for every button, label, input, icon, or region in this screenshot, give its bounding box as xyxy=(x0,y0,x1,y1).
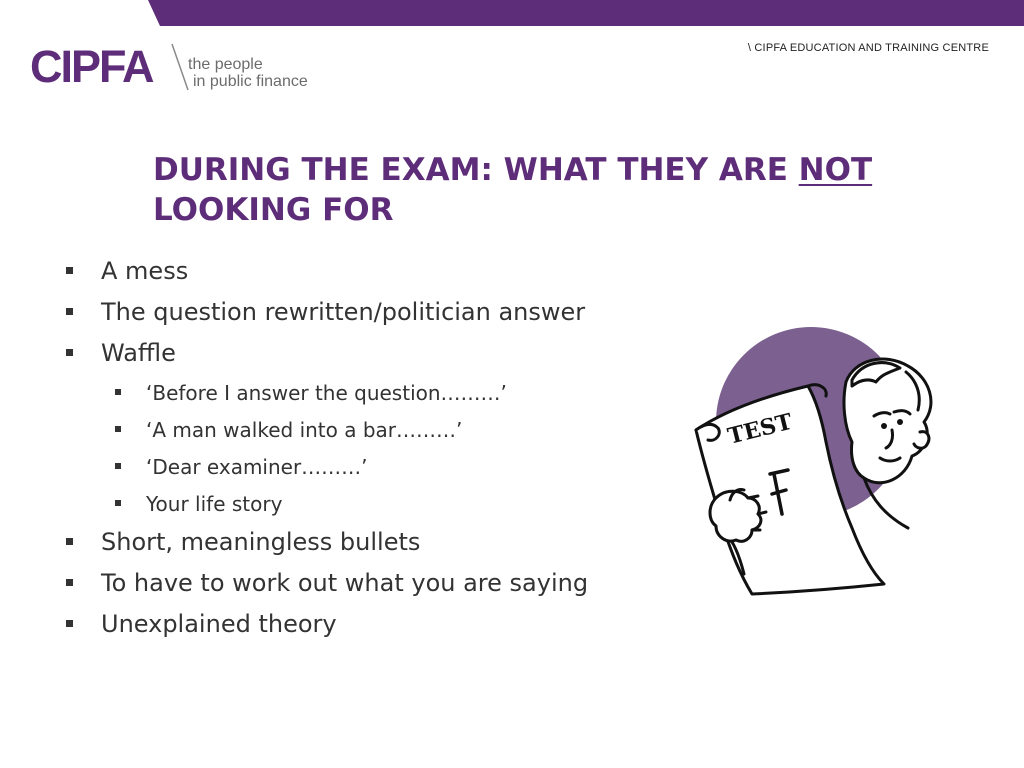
bullet-text: A mess xyxy=(101,257,189,285)
sub-bullet-text: ‘Dear examiner………’ xyxy=(146,455,368,479)
square-bullet-icon xyxy=(66,267,73,274)
cipfa-logo-tagline xyxy=(188,56,308,90)
title-emphasis: NOT xyxy=(798,152,873,188)
title-text-part1: DURING THE EXAM: WHAT THEY ARE xyxy=(153,152,799,188)
bullet-item xyxy=(0,293,700,334)
bullet-text: The question rewritten/politician answer xyxy=(101,298,586,326)
square-bullet-icon xyxy=(115,426,121,432)
sub-bullet-text: ‘A man walked into a bar………’ xyxy=(146,418,463,442)
bullet-item xyxy=(0,523,700,564)
square-bullet-icon xyxy=(66,349,73,356)
bullet-item xyxy=(0,252,700,293)
test-paper-cartoon-icon xyxy=(686,322,966,602)
square-bullet-icon xyxy=(66,579,73,586)
cartoon-head xyxy=(844,359,931,483)
top-purple-band xyxy=(0,0,1024,26)
bullet-item xyxy=(0,605,700,646)
tagline-line2: in public finance xyxy=(193,73,308,90)
bullet-text: Unexplained theory xyxy=(101,610,337,638)
bullet-item xyxy=(0,564,700,605)
cipfa-logo xyxy=(30,40,320,96)
sub-bullet-item xyxy=(0,412,700,449)
square-bullet-icon xyxy=(66,308,73,315)
bullet-list xyxy=(0,252,700,646)
top-purple-band-shape xyxy=(148,0,1024,26)
sub-bullet-item xyxy=(0,449,700,486)
slide-title xyxy=(153,150,973,230)
square-bullet-icon xyxy=(115,500,121,506)
bullet-item xyxy=(0,334,700,375)
sub-bullet-text: ‘Before I answer the question………’ xyxy=(146,381,507,405)
square-bullet-icon xyxy=(66,620,73,627)
header-centre-label: \ CIPFA EDUCATION AND TRAINING CENTRE xyxy=(747,42,989,54)
bullet-text: To have to work out what you are saying xyxy=(101,569,589,597)
title-text-part2: LOOKING FOR xyxy=(153,192,394,228)
sub-bullet-text: Your life story xyxy=(146,492,283,516)
test-paper-heading: TEST xyxy=(725,408,795,450)
cipfa-logo-wordmark: CIPFA xyxy=(30,41,153,92)
square-bullet-icon xyxy=(115,463,121,469)
square-bullet-icon xyxy=(66,538,73,545)
sub-bullet-item xyxy=(0,486,700,523)
bullet-text: Short, meaningless bullets xyxy=(101,528,421,556)
tagline-line1: the people xyxy=(188,56,263,73)
bullet-text: Waffle xyxy=(101,339,176,367)
square-bullet-icon xyxy=(115,389,121,395)
sub-bullet-item xyxy=(0,375,700,412)
